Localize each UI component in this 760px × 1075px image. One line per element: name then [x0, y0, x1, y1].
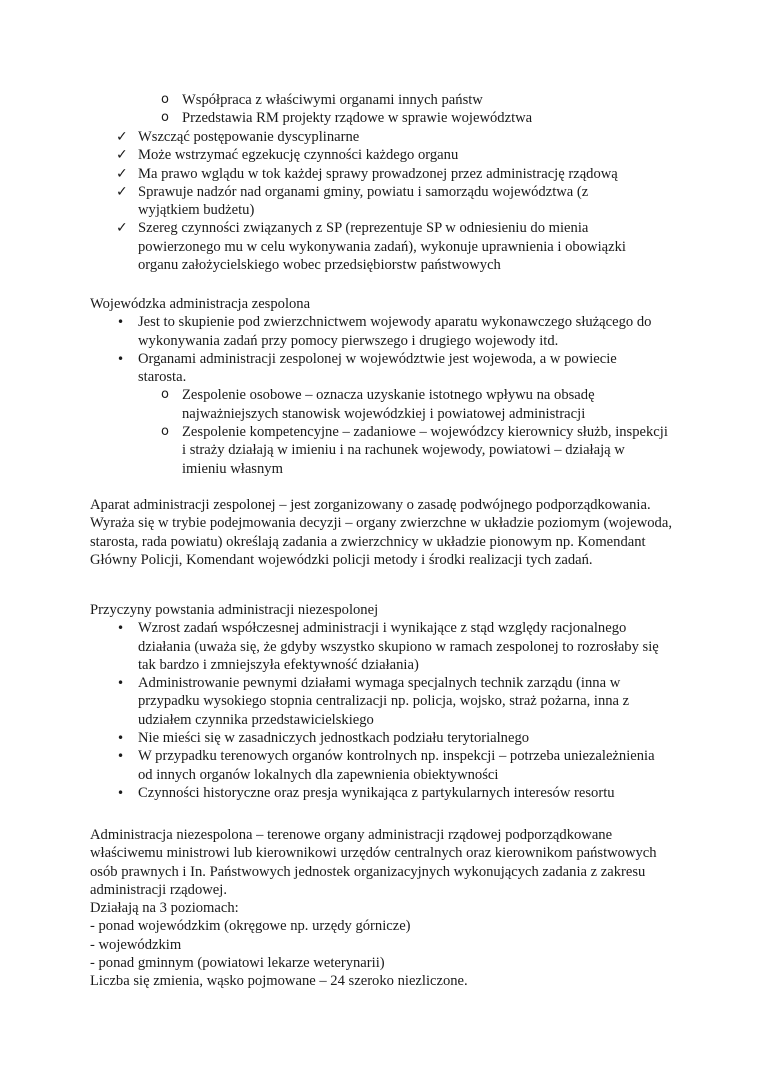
circle-bullet-icon: o	[161, 92, 169, 107]
level-line: - ponad wojewódzkim (okręgowe np. urzędy górnicze)	[90, 918, 411, 935]
list-item: • Nie mieści się w zasadniczych jednostkach podziału terytorialnego	[117, 730, 530, 747]
bullet-icon: •	[117, 621, 125, 636]
bullet-icon: •	[117, 731, 125, 746]
list-item: o Przedstawia RM projekty rządowe w sprawie województwa	[161, 110, 533, 127]
checkmark-list	[90, 128, 680, 274]
circle-bullet-icon: o	[161, 387, 169, 403]
section-zespolona	[90, 295, 680, 478]
bullet-icon: •	[117, 351, 125, 366]
bullet-icon: •	[117, 785, 125, 800]
list-item: • Administrowanie pewnymi działami wymaga specjalnych technik zarządu (inna w przypadku wysokiego stopnia centralizacji np. policja, wojsko, straż pożarna, inna z udziałem czynnika przedstawicielskiego	[117, 675, 630, 728]
closing-line: Liczba się zmienia, wąsko pojmowane – 24 szeroko niezliczone.	[90, 973, 468, 990]
level-line: - ponad gminnym (powiatowi lekarze weterynarii)	[90, 955, 385, 972]
checkmark-icon: ✓	[116, 183, 128, 200]
list-item: ✓ Wszcząć postępowanie dyscyplinarne	[116, 129, 360, 145]
checkmark-icon: ✓	[116, 165, 128, 182]
list-item: o Współpraca z właściwymi organami innych państw	[161, 92, 483, 108]
bullet-icon: •	[117, 315, 125, 330]
list-item: ✓ Ma prawo wglądu w tok każdej sprawy prowadzonej przez administrację rządową	[116, 165, 618, 182]
list-item: o Zespolenie osobowe – oznacza uzyskanie istotnego wpływu na obsadę najważniejszych stanowisk wojewódzkiej i powiatowej administracji	[161, 387, 595, 422]
paragraph: Aparat administracji zespolonej – jest zorganizowany o zasadę podwójnego podporządkowania. Wyraża się w trybie podejmowania decyzji – organy zwierzchne w układzie poziomym (wojewoda, starosta, rada powiatu) określają zadania a zwierzchnicy w układzie pionowym np. Komendant Główny Policji, Komendant wojewódzki policji metody i środki realizacji tych zadań.	[90, 497, 672, 568]
list-item: • Organami administracji zespolonej w województwie jest wojewoda, a w powiecie starosta.	[117, 350, 617, 386]
checkmark-icon: ✓	[116, 147, 128, 164]
section-niezespolona-causes	[90, 601, 680, 802]
bullet-icon: •	[117, 749, 125, 764]
list-item: • Jest to skupienie pod zwierzchnictwem wojewody aparatu wykonawczego służącego do wykonywania zadań przy pomocy pierwszego i drugiego wojewody itd.	[117, 314, 652, 349]
bullet-icon: •	[117, 676, 125, 691]
circle-bullet-icon: o	[161, 424, 169, 440]
level-line: - wojewódzkim	[90, 936, 182, 953]
top-subitems	[90, 91, 680, 128]
list-item: ✓ Sprawuje nadzór nad organami gminy, powiatu i samorządu województwa (z wyjątkiem budżetu)	[116, 183, 589, 219]
section-heading: Wojewódzka administracja zespolona	[90, 296, 311, 312]
levels-intro: Działają na 3 poziomach:	[90, 900, 239, 917]
list-item: ✓ Może wstrzymać egzekucję czynności każdego organu	[116, 147, 459, 164]
circle-bullet-icon: o	[161, 110, 169, 126]
list-item: ✓ Szereg czynności związanych z SP (reprezentuje SP w odniesieniu do mienia powierzonego mu w celu wykonywania zadań), wykonuje uprawnienia i obowiązki organu założycielskiego wobec przedsiębiorstw państwowych	[116, 220, 626, 274]
checkmark-icon: ✓	[116, 220, 128, 237]
checkmark-icon: ✓	[116, 129, 128, 145]
list-item: • Wzrost zadań współczesnej administracji i wynikające z stąd względy racjonalnego działania (uważa się, że gdyby wszystko skupiono w ramach zespolonej to rozrosłaby się tak bardzo i zmniejszyła efektywność działania)	[117, 620, 659, 673]
paragraph-niezespolona: Administracja niezespolona – terenowe organy administracji rządowej podporządkowane właściwemu ministrowi lub kierownikowi urzędów centralnych oraz kierownikom państwowych osób prawnych i In. Państwowych jednostek organizacyjnych wykonujących zadania z zakresu administracji rządowej. Działają na 3 poziomach: - ponad wojewódzkim (okręgowe np. urzędy górnicze) - wojewódzkim - ponad gminnym (powiatowi lekarze weterynarii) Liczba się zmienia, wąsko pojmowane – 24 szeroko niezliczone.	[90, 826, 680, 991]
section-heading: Przyczyny powstania administracji niezespolonej	[90, 602, 379, 618]
list-item: • W przypadku terenowych organów kontrolnych np. inspekcji – potrzeba uniezależnienia od innych organów lokalnych dla zapewnienia obiektywności	[117, 748, 655, 783]
list-item: • Czynności historyczne oraz presja wynikająca z partykularnych interesów resortu	[117, 784, 615, 801]
list-item: o Zespolenie kompetencyjne – zadaniowe – wojewódzcy kierownicy służb, inspekcji i straży działają w imieniu i na rachunek wojewody, powiatowi – działają w imieniu własnym	[161, 424, 668, 477]
